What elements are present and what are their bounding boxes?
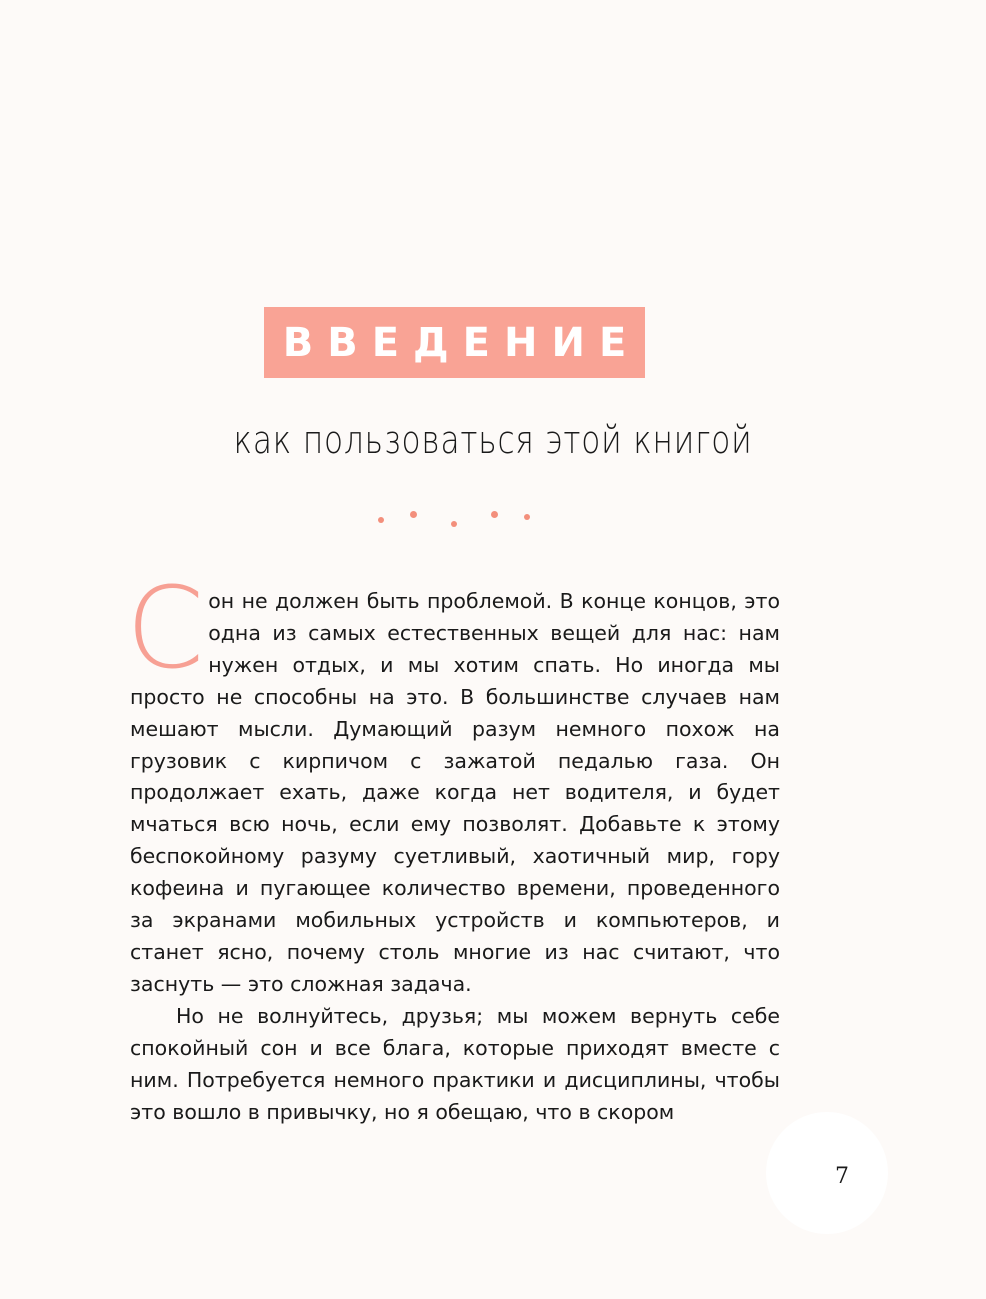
paragraph — [126, 564, 780, 1001]
page-number: 7 — [835, 1164, 849, 1189]
decorative-dot — [410, 511, 417, 518]
chapter-label: ВВЕДЕНИЕ — [282, 319, 641, 366]
decorative-dot — [491, 511, 498, 518]
decorative-dot — [524, 514, 530, 520]
chapter-subtitle: как пользоваться этой книгой — [233, 418, 753, 462]
chapter-banner — [264, 307, 645, 378]
paragraph: Но не волнуйтесь, друзья; мы можем вернуть себе спокойный сон и все блага, которые приходят вместе с ним. Потребуется немного практики и дисциплины, чтобы это вошло в привычку, но я обещаю, что в скором — [130, 1003, 780, 1124]
drop-cap: С — [126, 564, 205, 694]
body-text — [126, 564, 780, 1128]
decorative-dot — [378, 517, 384, 523]
decorative-dot — [451, 521, 457, 527]
paragraph-text: он не должен быть проблемой. В конце концов, это одна из самых естественных вещей для нас: нам нужен отдых, и мы хотим спать. Но иногда мы просто не способны на это. В большинстве случаев нам мешают мысли. Думающий разум немного похож на грузовик с кирпичом с зажатой педалью газа. Он продолжает ехать, даже когда нет водителя, и будет мчаться всю ночь, если ему позволят. Добавьте к этому беспокойному разуму суетливый, хаотичный мир, гору кофеина и пугающее количество времени, проведенного за экранами мобильных устройств и компьютеров, и станет ясно, почему столь многие из нас считают, что заснуть — это сложная задача. — [130, 589, 780, 996]
